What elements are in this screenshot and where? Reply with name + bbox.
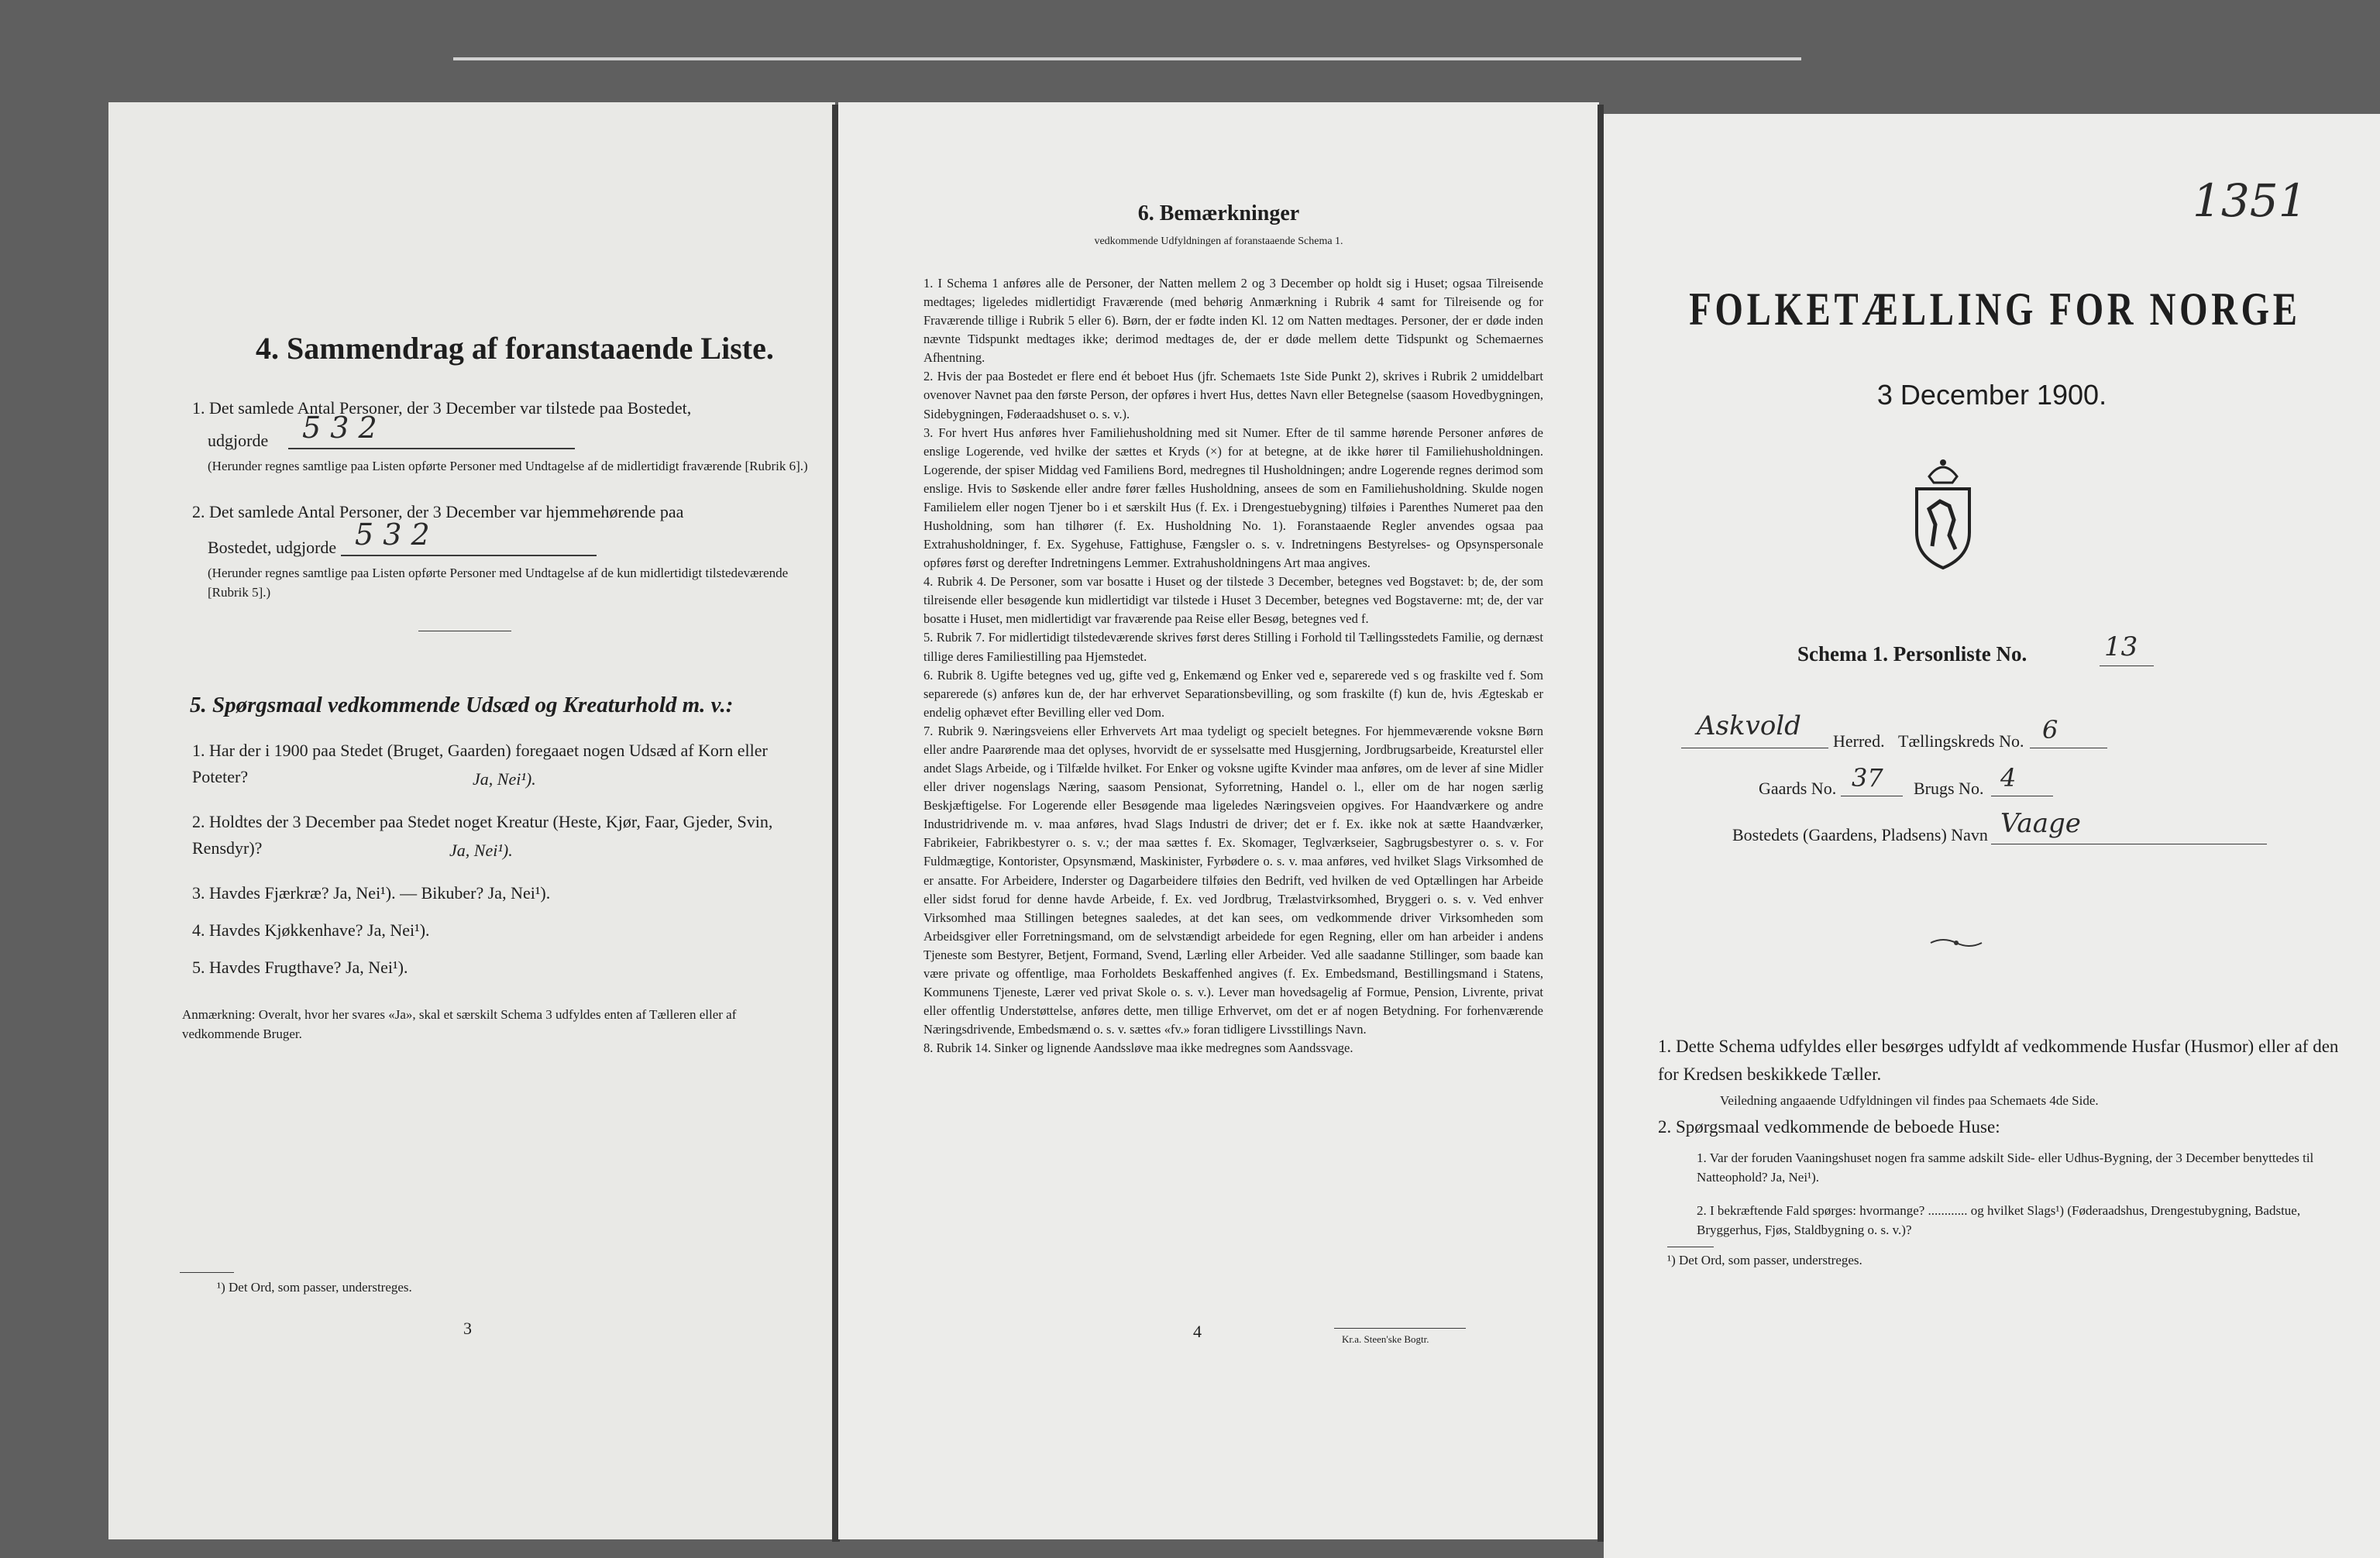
remarks-title: 6. Bemærkninger — [1137, 201, 1300, 225]
printer-rule — [1334, 1328, 1466, 1329]
section-5-title: 5. Spørgsmaal vedkommende Udsæd og Kreaturhold m. v.: — [190, 693, 734, 717]
item-2-label2: Bostedet, udgjorde — [208, 538, 337, 557]
coat-of-arms-icon — [1906, 455, 1980, 571]
question-2: 2. Holdtes der 3 December paa Stedet noget Kreatur (Heste, Kjør, Faar, Gjeder, Svin, Rensdyr)? — [192, 812, 773, 858]
question-2-answer: Ja, Nei¹). — [449, 841, 513, 860]
remark-3: 3. For hvert Hus anføres hver Familiehusholdning med sit Numer. Efter de til samme hørende Personer anføres de enslige Logerende, ved hvilke der sættes et Kryds (×) for at betegne, at de ikke hører til Familiehusholdningen. Logerende, der spiser Middag ved Familiens Bord, medregnes til Husholdningen; andre Logerende regnes derimod som enslige. Hvis to Søskende eller andre fører fælles Husholdning, ansees de som en Familiehusholdning. Skulde nogen Familielem eller nogen Tjener bo i et særskilt Hus (f. Ex. i Drengestuebygning) tilføies i Parenthes Numeret paa den Husholdning, som han tilhører (f. Ex. Husholdning No. 1). Foranstaaende Regler anvendes ogsaa paa Extrahusholdninger, f. Ex. Sygehuse, Fattighuse, Fængsler o. s. v. Indretningens Bestyrelses- og Opsynspersonale opføres først og derefter Indretningens Lemmer. Extrahusholdningens Art maa angives. — [923, 425, 1543, 571]
question-4: 4. Havdes Kjøkkenhave? Ja, Nei¹). — [192, 920, 430, 940]
question-3: 3. Havdes Fjærkræ? Ja, Nei¹). — Bikuber? Ja, Nei¹). — [192, 883, 551, 903]
footnote: ¹) Det Ord, som passer, understreges. — [217, 1280, 412, 1295]
footnote: ¹) Det Ord, som passer, understreges. — [1667, 1253, 1862, 1267]
bosted-label: Bostedets (Gaardens, Pladsens) Navn — [1732, 825, 1988, 844]
question-1: 1. Har der i 1900 paa Stedet (Bruget, Gaarden) foregaaet nogen Udsæd af Korn eller Poteter? — [192, 741, 768, 787]
item-1-handwritten-value: 5 3 2 — [302, 411, 377, 445]
remarks-subtitle: vedkommende Udfyldningen af foranstaaende Schema 1. — [1094, 236, 1343, 247]
item-1-note: (Herunder regnes samtlige paa Listen opførte Personer med Undtagelse af de midlertidigt fraværende [Rubrik 6].) — [208, 459, 808, 473]
brugs-label: Brugs No. — [1914, 779, 1984, 798]
instruction-2-1: 1. Var der foruden Vaaningshuset nogen fra samme adskilt Side- eller Udhus-Bygning, der 3 December benyttedes til Natteophold? Ja, Nei¹). — [1697, 1150, 2314, 1185]
census-title: FOLKETÆLLING FOR NORGE — [1689, 284, 2301, 335]
instruction-1: 1. Dette Schema udfyldes eller besørges udfyldt af vedkommende Husfar (Husmor) eller af den for Kredsen beskikkede Tæller. — [1658, 1037, 2339, 1084]
remark-8: 8. Rubrik 14. Sinker og lignende Aandssløve maa ikke medregnes som Aandssvage. — [923, 1040, 1353, 1056]
schema-number: 13 — [2104, 631, 2138, 662]
item-1-label: 1. Det samlede Antal Personer, der 3 December var tilstede paa Bostedet, — [192, 398, 692, 418]
instruction-2: 2. Spørgsmaal vedkommende de beboede Huse: — [1658, 1117, 2000, 1137]
remarks-list — [923, 274, 1543, 1058]
ornament-icon — [1929, 935, 1983, 951]
item-2-label: 2. Det samlede Antal Personer, der 3 December var hjemmehørende paa — [192, 502, 684, 521]
gaards-label: Gaards No. — [1759, 779, 1837, 798]
page-number: 4 — [1193, 1322, 1202, 1341]
remark-7: 7. Rubrik 9. Næringsveiens eller Erhvervets Art maa tydeligt og specielt betegnes. For hjemmeværende voksne Børn eller andre Paarørende maa det oplyses, hvorvidt de er sysselsatte med Husgjerning, Jordbrugsarbeide, Kreaturstel eller andet Slags Arbeide, og i Tilfælde hvilket. For Enker og voksne ugifte Kvinder maa anføres, om de lever af sine Midler eller driver nogenslags Næring, saasom Pensionat, Syforretning, Handel o. l., eller om de har nogen særlig Beskjæftigelse. For Logerende eller Besøgende maa ligeledes Næringsveien opgives. For Haandværkere og andre Industridrivende m. v. maa anføres, hvad Slags Industri de driver; det er f. Ex. ikke nok at sætte Haandværker, Fabrikeier, Fabrikbestyrer o. s. v.; der maa sættes f. Ex. Skomager, Teglværkseier, Sagbrugsbestyrer o. s. v. For Fuldmægtige, Kontorister, Opsynsmænd, Maskinister, Fyrbødere o. s. v. maa anføres, ved hvilket Slags Virksomhed de er ansatte. For Arbeidere, Inderster og Dagarbeidere tilføies den Bedrift, ved hvilken de ved Optællingen har Arbeide eller sidst forud for denne havde Arbeide, f. Ex. ved Jordbrug, Trælastvirksomhed, Bryggeri o. s. v. Ved enhver Virksomhed maa Stillingen betegnes saaledes, at det kan sees, om vedkommende driver Virksomheden som Arbeidsgiver eller Forretningsmand, om de selvstændigt arbeidede for egen Regning, eller om han arbeider i andens Tjeneste som Bestyrer, Betjent, Formand, Svend, Lærling eller Arbeider. Ved alle saadanne Stillinger, som baade kan være private og offentlige, maa Forholdets Beskaffenhed angives (f. Ex. Embedsmand, Bestillingsmand i Statens, Kommunens Tjeneste, Lærer ved privat Skole o. s. v.). Lever man hovedsagelig af Formue, Pension, Livrente, privat eller offentlig Understøttelse, anføres dette, men tillige Erhvervet, om det er af nogen Betydning. For forhenværende Næringsdrivende, Embedsmænd o. s. v. sættes «fv.» foran tidligere Livsstillings Navn. — [923, 723, 1543, 1037]
section-4-title: 4. Sammendrag af foranstaaende Liste. — [256, 331, 774, 366]
printer-credit: Kr.a. Steen'ske Bogtr. — [1342, 1333, 1429, 1345]
instruction-1-sub: Veiledning angaaende Udfyldningen vil findes paa Schemaets 4de Side. — [1720, 1093, 2099, 1108]
item-2-handwritten-value: 5 3 2 — [355, 518, 430, 552]
page-number: 3 — [463, 1319, 472, 1338]
remark-2: 2. Hvis der paa Bostedet er flere end ét beboet Hus (jfr. Schemaets 1ste Side Punkt 2), skrives i Rubrik 2 umiddelbart ovenover Navnet paa den første Person, der opføres i hvert Hus, dettes Navn eller Betegnelse (saasom Hovedbygningen, Sidebygningen, Føderaadshuset o. s. v.). — [923, 369, 1543, 421]
gaards-value: 37 — [1852, 763, 1883, 793]
brugs-value: 4 — [2000, 763, 2017, 793]
kreds-label: Tællingskreds No. — [1898, 731, 2024, 751]
remark-1: 1. I Schema 1 anføres alle de Personer, der Natten mellem 2 og 3 December op holdt sig i Huset; ogsaa Tilreisende medtages; ligeledes midlertidigt Fraværende (med behørig Anmærkning i Rubrik 4 samt for Tilreisende og for Fraværende tillige i Rubrik 5 eller 6). Børn, der er fødte inden Kl. 12 om Natten medtages. Personer, der er døde inden nævnte Tidspunkt medtages ikke; derimod medtages de, der er døde mellem dette Tidspunkt og Schemaernes Afhentning. — [923, 276, 1543, 366]
item-1-label2: udgjorde — [208, 431, 269, 450]
bosted-value: Vaage — [2000, 808, 2081, 839]
instruction-2-2: 2. I bekræftende Fald spørges: hvormange? ............ og hvilket Slags¹) (Føderaadshus, Drengestubygning, Badstue, Bryggerhus, Fjøs, Staldbygning o. s. v.)? — [1697, 1203, 2301, 1237]
page-4 — [838, 102, 1599, 1539]
page-3 — [108, 102, 835, 1539]
gutter-right — [1598, 105, 1604, 1542]
page-1-cover — [1604, 114, 2380, 1558]
item-1-fill-line — [288, 448, 575, 449]
remark-5: 5. Rubrik 7. For midlertidigt tilstedeværende skrives først deres Stilling i Forhold til Tællingsstedets Familie, og dernæst tillige deres Familiestilling paa Hjemstedet. — [923, 630, 1543, 664]
archive-number: 1351 — [2193, 174, 2307, 227]
question-1-answer: Ja, Nei¹). — [473, 769, 536, 789]
remark-6: 6. Rubrik 8. Ugifte betegnes ved ug, gifte ved g, Enkemænd og Enker ved e, separerede ved s og fraskilte ved f. Som separerede (s) anføres kun de, der har erhvervet Separationsbevilling, og som fraskilte (f) kun de, hvis Ægteskab er endelig ophævet efter Bevilling eller ved Dom. — [923, 667, 1543, 720]
remark-note: Anmærkning: Overalt, hvor her svares «Ja», skal et særskilt Schema 3 udfyldes enten af Tælleren eller af vedkommende Bruger. — [182, 1007, 737, 1041]
item-2-fill-line — [341, 555, 597, 556]
question-5: 5. Havdes Frugthave? Ja, Nei¹). — [192, 958, 408, 977]
kreds-value: 6 — [2042, 715, 2058, 745]
footnote-rule — [180, 1272, 234, 1273]
herred-value: Askvold — [1697, 710, 1801, 741]
census-date: 3 December 1900. — [1876, 379, 2107, 411]
scanner-edge — [453, 57, 1801, 60]
schema-label: Schema 1. Personliste No. — [1797, 642, 2027, 666]
item-2-note: (Herunder regnes samtlige paa Listen opførte Personer med Undtagelse af de kun midlertidigt tilstedeværende [Rubrik 5].) — [208, 566, 789, 600]
title-wrap — [1604, 283, 2380, 336]
herred-label: Herred. — [1833, 731, 1885, 751]
remark-4: 4. Rubrik 4. De Personer, som var bosatte i Huset og der tilstede 3 December, betegnes ved Bogstavet: b; de, der som tilreisende eller besøgende kun midlertidigt var tilstede i Huset 3 December, betegnes ved Bogstaverne: mt; de, der var bosatte i Huset, men midlertidigt var fraværende paa Reise eller Besøg, betegnes ved f. — [923, 574, 1543, 627]
